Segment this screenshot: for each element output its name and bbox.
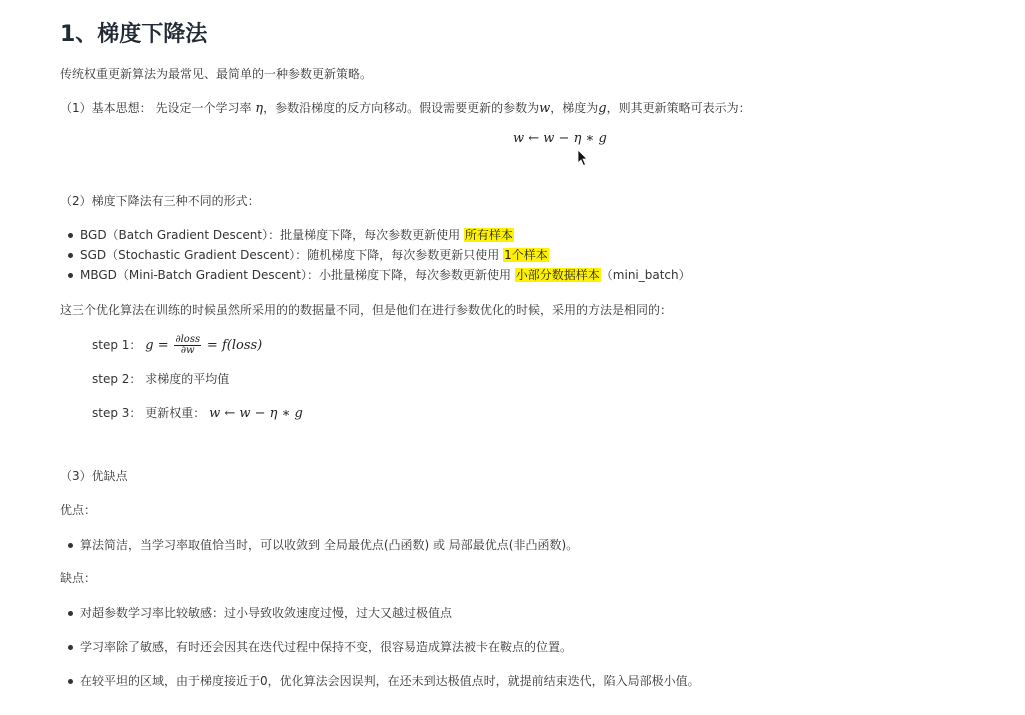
fraction-numerator: ∂loss (175, 334, 201, 345)
step-3-label: step 3： (92, 406, 142, 420)
step-3 (92, 404, 303, 423)
forms-list (61, 226, 691, 284)
w-symbol: w (539, 101, 551, 116)
basic-idea-mid1: ，参数沿梯度的反方向移动。假设需要更新的参数为 (263, 101, 540, 115)
list-item-pro: 算法简洁，当学习率取值恰当时，可以收敛到 全局最优点(凸函数) 或 局部最优点(非凸函数)。 (61, 536, 578, 554)
basic-idea-mid2: ，梯度为 (550, 101, 599, 115)
step-2 (92, 370, 229, 388)
forms-heading: （2）梯度下降法有三种不同的形式： (60, 194, 260, 208)
mbgd-text: MBGD（Mini-Batch Gradient Descent）：小批量梯度下降，每次参数更新使用 (80, 268, 515, 282)
list-item-con: 对超参数学习率比较敏感：过小导致收敛速度过慢，过大又越过极值点 (61, 604, 700, 622)
list-item-bgd (61, 226, 691, 244)
pros-label: 优点： (60, 503, 97, 517)
step-3-text: 更新权重： (145, 406, 206, 420)
step-2-label: step 2： (92, 372, 142, 386)
step-1 (92, 334, 262, 357)
eta-symbol: η (255, 101, 264, 116)
step-1-rhs: = f(loss) (206, 338, 263, 353)
fraction-denominator: ∂w (180, 345, 195, 356)
section-heading: 1、梯度下降法 (60, 22, 208, 47)
step-3-formula: w ← w − η ∗ g (209, 406, 303, 421)
highlight-all-samples: 所有样本 (464, 228, 513, 242)
update-formula: w ← w − η ∗ g (513, 131, 607, 146)
basic-idea-paragraph (60, 99, 751, 118)
highlight-one-sample: 1个样本 (504, 248, 548, 262)
basic-idea-prefix: （1）基本思想： 先设定一个学习率 (60, 101, 252, 115)
intro-paragraph: 传统权重更新算法为最常见、最简单的一种参数更新策略。 (60, 67, 373, 81)
basic-idea-suffix: ，则其更新策略可表示为： (606, 101, 751, 115)
pros-cons-heading: （3）优缺点 (60, 469, 128, 483)
bgd-text: BGD（Batch Gradient Descent）：批量梯度下降，每次参数更新使用 (80, 228, 464, 242)
gradient-fraction (174, 335, 201, 356)
pros-list (61, 536, 578, 554)
list-item-con: 在较平坦的区域，由于梯度接近于0，优化算法会因误判，在还未到达极值点时，就提前结束迭代，陷入局部极小值。 (61, 672, 700, 690)
step-1-label: step 1： (92, 338, 142, 352)
sgd-text: SGD（Stochastic Gradient Descent）：随机梯度下降，每次参数更新只使用 (80, 248, 504, 262)
mbgd-suffix: （mini_batch） (600, 268, 691, 282)
mouse-pointer-icon (577, 149, 589, 167)
list-item-sgd (61, 246, 691, 264)
cons-label: 缺点： (60, 571, 97, 585)
cons-list (61, 604, 700, 690)
list-item-con: 学习率除了敏感，有时还会因其在迭代过程中保持不变，很容易造成算法被卡在鞍点的位置。 (61, 638, 700, 656)
step-1-lhs: g = (145, 338, 169, 353)
step-2-text: 求梯度的平均值 (145, 372, 230, 386)
g-symbol: g (598, 101, 607, 116)
summary-paragraph: 这三个优化算法在训练的时候虽然所采用的的数据量不同，但是他们在进行参数优化的时候，采用的方法是相同的： (60, 303, 673, 317)
highlight-mini-batch: 小部分数据样本 (515, 268, 600, 282)
list-item-mbgd (61, 266, 691, 284)
